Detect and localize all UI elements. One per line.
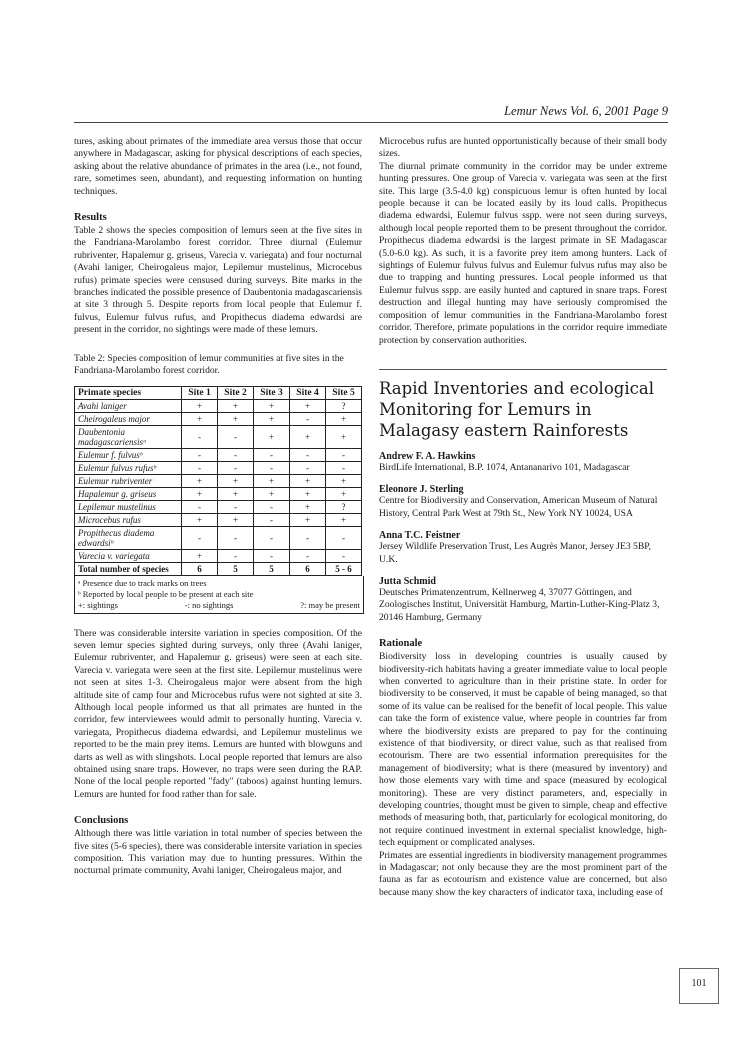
page-number: 101: [679, 968, 719, 1004]
author-affiliation: Jersey Wildlife Preservation Trust, Les Augrès Manor, Jersey JE3 5BP, U.K.: [379, 541, 651, 565]
site-value: +: [182, 412, 218, 425]
table-legend: [78, 600, 360, 611]
legend-no-sightings: -: no sightings: [184, 599, 234, 610]
table-row: [75, 399, 362, 412]
site-value: +: [254, 487, 290, 500]
site-value: ?: [326, 399, 362, 412]
table-body: [75, 399, 362, 575]
conclusions-heading: Conclusions: [74, 815, 129, 827]
site-value: +: [290, 399, 326, 412]
site-value: +: [290, 500, 326, 513]
running-header: Lemur News Vol. 6, 2001 Page 9: [74, 104, 668, 123]
site-value: -: [290, 448, 326, 461]
total-value: 5: [254, 562, 290, 575]
author-affiliation: BirdLife International, B.P. 1074, Antananarivo 101, Madagascar: [379, 461, 630, 473]
table-row: [75, 461, 362, 474]
author-name: Eleonore J. Sterling: [379, 484, 464, 496]
site-value: +: [290, 513, 326, 526]
site-value: -: [182, 448, 218, 461]
site-value: -: [254, 500, 290, 513]
note-a: ᵃ Presence due to track marks on trees: [78, 577, 207, 588]
right-column: [379, 136, 667, 899]
site-value: -: [326, 461, 362, 474]
table-row: [75, 526, 362, 549]
header-site-1: Site 1: [182, 386, 218, 399]
table-row: [75, 425, 362, 448]
right-paragraph-1: Microcebus rufus are hunted opportunistically because of their small body sizes.: [379, 136, 667, 160]
site-value: +: [254, 412, 290, 425]
site-value: -: [218, 526, 254, 549]
author-name: Jutta Schmid: [379, 575, 436, 587]
site-value: +: [326, 513, 362, 526]
site-value: +: [218, 399, 254, 412]
site-value: -: [254, 461, 290, 474]
rationale-paragraph-2: Primates are essential ingredients in biodiversity management programmes in Madagascar; not only because they are the most prominent part of the fauna as far as ecotourism and existence value are concerned, but also because many show the key characters of indicator taxa, including ease of: [379, 849, 667, 898]
site-value: -: [290, 549, 326, 562]
species-name: Eulemur f. fulvusᵇ: [75, 448, 182, 461]
site-value: -: [218, 549, 254, 562]
site-value: -: [254, 448, 290, 461]
site-value: ?: [326, 500, 362, 513]
species-name: Varecia v. variegata: [75, 549, 182, 562]
author-affiliation: Deutsches Primatenzentrum, Kellnerweg 4, 37077 Göttingen, and Zoologisches Institut, Universität Hamburg, Martin-Luther-King-Platz 3, 20146 Hamburg, Germany: [379, 586, 660, 623]
header-species: Primate species: [75, 386, 182, 399]
species-table: [74, 386, 362, 576]
species-name: Microcebus rufus: [75, 513, 182, 526]
table-notes: [74, 576, 364, 614]
rationale-paragraph-1: Biodiversity loss in developing countries is usually caused by biodiversity-rich habitats having a greater immediate value to local people when converted to agriculture than in their pristine state. In order for biodiversity to be conserved, it must be capable of being managed, so that some of its value can be realised for the benefit of local people. This value can take the form of existence value, where people in countries far from where the biodiversity exists are prepared to pay for the continuing existence of that biodiversity, or direct value, such as that realised from ecotourism. There are two essential information prerequisites for the management of biodiversity; what is there (measured by inventory) and how those elements vary with time and space (measured by ecological monitoring). These are very distinct parameters, and, especially in developing countries, thought must be given to simple, cheap and effective methods of measuring both, that, particularly for ecological monitoring, do not require continued investment in external specialist knowledge, high-tech equipment or complicated analyses.: [379, 651, 667, 849]
site-value: +: [218, 513, 254, 526]
article-title: Rapid Inventories and ecological Monitoring for Lemurs in Malagasy eastern Rainforests: [379, 369, 667, 441]
table-row: [75, 412, 362, 425]
right-paragraph-2: The diurnal primate community in the corridor may be under extreme hunting pressures. One group of Varecia v. variegata was seen at the first site. This large (3.5-4.0 kg) conspicuous lemur is often hunted by local people because it can be located easily by its loud calls. Propithecus diadema edwardsi, Eulemur fulvus sspp. were not seen during surveys, although local people reported them to be present throughout the corridor. Propithecus diadema edwardsi is the largest primate in SE Madagascar (5.0-6.0 kg). As such, it is a favorite prey item among hunters. Lack of sightings of Eulemur fulvus fulvus and Eulemur fulvus rufus may also be due to trapping and hunting pressures. Local people informed us that Eulemur fulvus sspp. are easily hunted and captured in snare traps. Forest destruction and illegal hunting may have seriously compromised the composition of lemur communities in the Fandriana-Marolambo forest corridor. Therefore, primate populations in the corridor require immediate protection by conservation authorities.: [379, 160, 667, 346]
table-caption: Table 2: Species composition of lemur communities at five sites in the Fandriana-Marolambo forest corridor.: [74, 352, 344, 377]
table-row: [75, 500, 362, 513]
table-row: [75, 474, 362, 487]
author-name: Anna T.C. Feistner: [379, 530, 461, 542]
site-value: +: [218, 412, 254, 425]
site-value: +: [290, 425, 326, 448]
site-value: -: [182, 425, 218, 448]
species-name: Cheirogaleus major: [75, 412, 182, 425]
site-value: -: [254, 513, 290, 526]
legend-may-be-present: ?: may be present: [300, 599, 360, 610]
table-row: [75, 513, 362, 526]
site-value: +: [254, 425, 290, 448]
site-value: -: [182, 500, 218, 513]
author-list: [379, 451, 667, 624]
site-value: -: [218, 500, 254, 513]
site-value: -: [290, 461, 326, 474]
header-site-5: Site 5: [326, 386, 362, 399]
site-value: +: [254, 474, 290, 487]
site-value: -: [218, 425, 254, 448]
author-affiliation: Centre for Biodiversity and Conservation, American Museum of Natural History, Central Park West at 79th St., New York NY 10024, USA: [379, 495, 658, 519]
header-site-3: Site 3: [254, 386, 290, 399]
note-b: ᵇ Reported by local people to be present at each site: [78, 588, 254, 599]
header-site-2: Site 2: [218, 386, 254, 399]
table-header-row: [75, 386, 362, 399]
site-value: -: [254, 526, 290, 549]
site-value: +: [290, 474, 326, 487]
site-value: -: [182, 526, 218, 549]
site-value: -: [218, 448, 254, 461]
site-value: +: [182, 513, 218, 526]
site-value: +: [218, 487, 254, 500]
site-value: +: [326, 412, 362, 425]
species-name: Lepilemur mustelinus: [75, 500, 182, 513]
table-row: [75, 549, 362, 562]
left-column: [74, 136, 362, 878]
site-value: -: [218, 461, 254, 474]
conclusions-paragraph: Although there was little variation in total number of species between the five sites (5-6 species), there was considerable intersite variation in species composition. This variation may due to hunting pressures. Within the nocturnal primate community, Avahi laniger, Cheirogaleus major, and: [74, 828, 362, 877]
results-heading: Results: [74, 212, 107, 224]
legend-sightings: +: sightings: [78, 599, 118, 610]
species-name: Daubentonia madagascariensisᵃ: [75, 425, 182, 448]
intro-paragraph: tures, asking about primates of the immediate area versus those that occur anywhere in Madagascar, asking for physical descriptions of each species, asking about the relative abundance of primates in the area (i.e., not found, rare, sometimes seen, abundant), and requesting information on hunting techniques.: [74, 136, 362, 197]
results-paragraph: Table 2 shows the species composition of lemurs seen at the five sites in the Fandriana-Marolambo forest corridor. Three diurnal (Eulemur rubriventer, Hapalemur g. griseus, Varecia v. variegata) and four nocturnal (Avahi laniger, Cheirogaleus major, Lepilemur mustelinus, Microcebus rufus) primate species were censused during surveys. Bite marks in the branches indicated the possible presence of Daubentonia madagascariensis at site 3 through 5. Despite reports from local people that Eulemur f. fulvus, Eulemur fulvus rufus, and Propithecus diadema edwardsi are present in the corridor, no sightings were made of these lemurs.: [74, 225, 362, 336]
site-value: +: [182, 549, 218, 562]
table-row: [75, 487, 362, 500]
site-value: -: [326, 549, 362, 562]
site-value: +: [326, 425, 362, 448]
site-value: +: [254, 399, 290, 412]
site-value: -: [290, 412, 326, 425]
table-row: [75, 448, 362, 461]
species-name: Eulemur rubriventer: [75, 474, 182, 487]
header-site-4: Site 4: [290, 386, 326, 399]
table-total-row: [75, 562, 362, 575]
site-value: -: [254, 549, 290, 562]
species-name: Eulemur fulvus rufusᵇ: [75, 461, 182, 474]
site-value: +: [182, 399, 218, 412]
total-value: 5 - 6: [326, 562, 362, 575]
site-value: +: [218, 474, 254, 487]
site-value: -: [326, 526, 362, 549]
species-name: Propithecus diadema edwardsiᵇ: [75, 526, 182, 549]
site-value: +: [182, 487, 218, 500]
site-value: -: [326, 448, 362, 461]
species-name: Hapalemur g. griseus: [75, 487, 182, 500]
site-value: -: [182, 461, 218, 474]
site-value: -: [290, 526, 326, 549]
site-value: +: [290, 487, 326, 500]
total-label: Total number of species: [75, 562, 182, 575]
site-value: +: [326, 487, 362, 500]
total-value: 6: [182, 562, 218, 575]
site-value: +: [182, 474, 218, 487]
species-name: Avahi laniger: [75, 399, 182, 412]
site-value: +: [326, 474, 362, 487]
variation-paragraph: There was considerable intersite variation in species composition. Of the seven lemur species sighted during surveys, only three (Avahi laniger, Eulemur rubriventer, and Hapalemur g. griseus) were seen at each site. Varecia v. variegata were seen at the first site. Lepilemur mustelinus were not seen at sites 1-3. Cheirogaleus major were absent from the high altitude site of camp four and Microcebus rufus were not sighted at site 3. Although local people informed us that all primates are hunted in the corridor, few interviewees would admit to personally hunting. Varecia v. variegata, Propithecus diadema edwardsi, and Lepilemur mustelinus we reported to be the main prey items. Lemurs are hunted with blowguns and darts as well as with slingshots. Local people reported that lemurs are also obtained using snare traps. However, no traps were seen during the RAP. None of the local people reported "fady" (taboos) against hunting lemurs. Lemurs are hunted for food rather than for sale.: [74, 627, 362, 800]
total-value: 5: [218, 562, 254, 575]
author-name: Andrew F. A. Hawkins: [379, 450, 476, 462]
total-value: 6: [290, 562, 326, 575]
rationale-heading: Rationale: [379, 638, 423, 650]
